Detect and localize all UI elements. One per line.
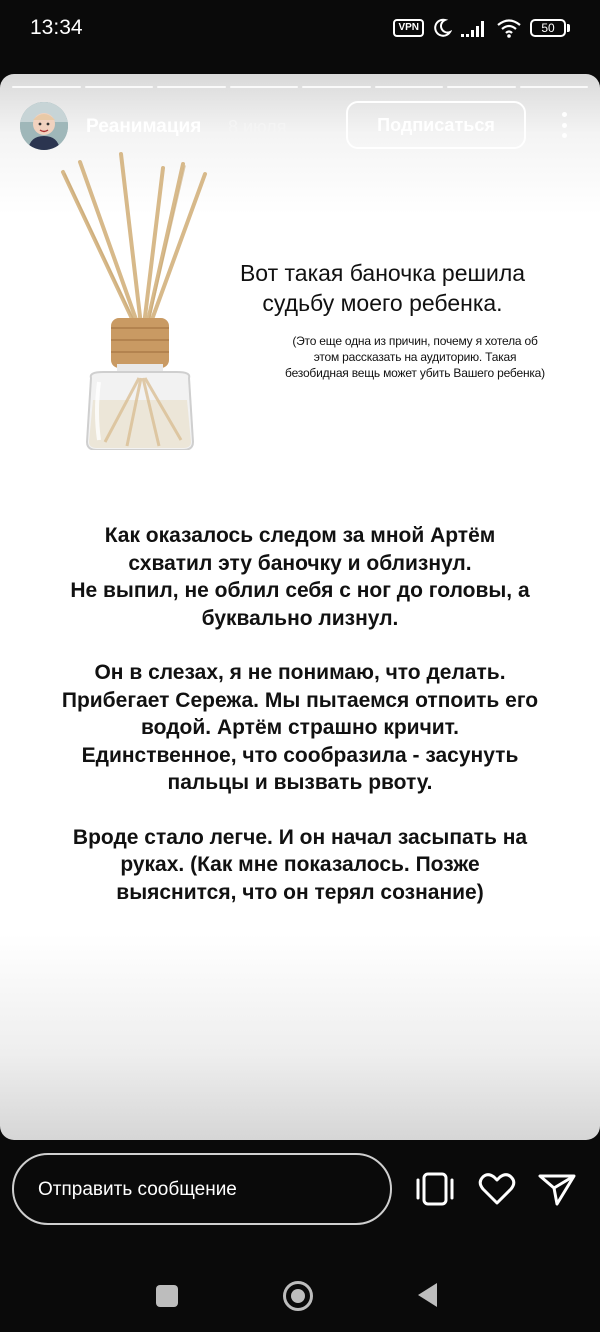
sticker-icon[interactable] (414, 1168, 456, 1210)
reed-diffuser-image (55, 150, 225, 450)
story-paragraph: Вроде стало легче. И он начал засыпать на руках. (Как мне показалось. Позже выяснится, что он терял сознание) (72, 825, 528, 904)
wifi-icon (496, 18, 522, 38)
more-options-icon[interactable] (556, 108, 572, 142)
story-body (20, 522, 580, 933)
child-photo-icon (20, 102, 68, 150)
battery-level: 50 (530, 19, 566, 37)
story-paragraph: Как оказалось следом за мной Артём схватил эту баночку и облизнул. Не выпил, не облил себя с ног до головы, а буквально лизнул. (70, 524, 530, 630)
send-icon[interactable] (536, 1168, 578, 1210)
message-input[interactable] (12, 1153, 392, 1225)
story-note: (Это еще одна из причин, почему я хотела об этом рассказать на аудиторию. Такая безобидная вещь может убить Вашего ребенка) (285, 334, 545, 380)
signal-icon (460, 18, 488, 38)
heart-icon[interactable] (476, 1168, 518, 1210)
story-progress (12, 86, 588, 89)
status-icons (393, 14, 570, 42)
back-icon[interactable] (418, 1283, 437, 1307)
message-placeholder: Отправить сообщение (38, 1179, 237, 1200)
story-paragraph: Он в слезах, я не понимаю, что делать. Прибегает Сережа. Мы пытаемся отпоить его водой. Артём страшно кричит. Единственное, что сообразила - засунуть пальцы и вызвать рвоту. (61, 661, 539, 794)
clock: 13:34 (30, 16, 83, 39)
account-name[interactable]: Реанимация (86, 116, 202, 137)
home-icon[interactable] (283, 1281, 313, 1311)
story-card[interactable] (0, 74, 600, 1140)
story-date: 8 июля (228, 117, 287, 137)
story-heading: Вот такая баночка решила судьбу моего ребенка. (239, 260, 526, 316)
status-bar (0, 0, 600, 56)
moon-icon (432, 18, 452, 38)
avatar[interactable] (20, 102, 68, 150)
recents-icon[interactable] (156, 1285, 178, 1307)
battery-icon (530, 19, 570, 37)
vpn-icon: VPN (393, 19, 424, 37)
subscribe-button[interactable]: Подписаться (346, 101, 526, 149)
navigation-bar (0, 1250, 600, 1332)
